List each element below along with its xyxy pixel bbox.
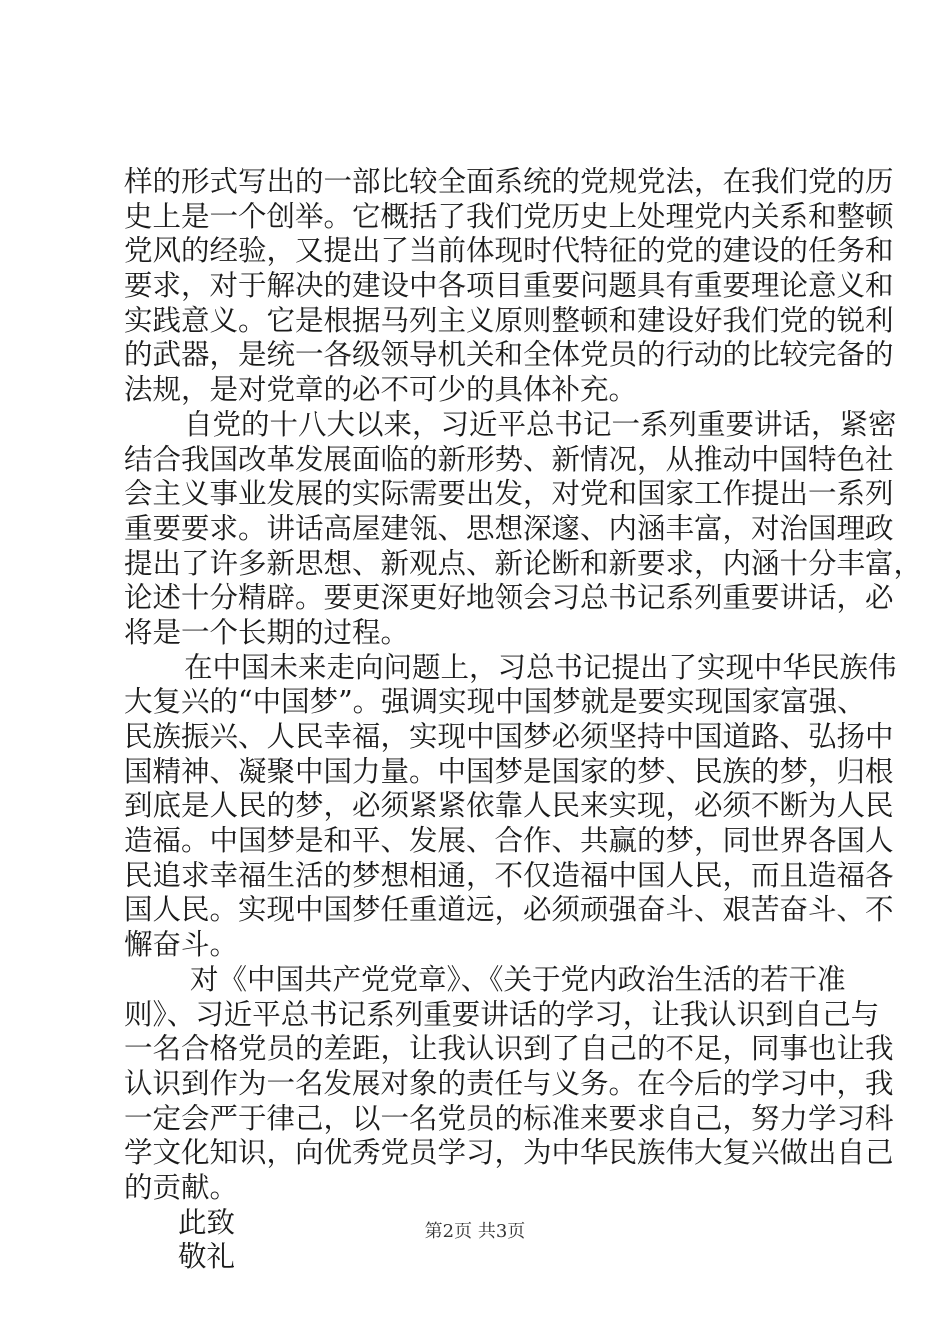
text-line: 懈奋斗。 [124, 928, 239, 962]
paragraph-start-line: 在中国未来走向问题上，习总书记提出了实现中华民族伟 [184, 650, 897, 684]
text-line: 一定会严于律己，以一名党员的标准来要求自己，努力学习科 [124, 1101, 894, 1135]
paragraph-start-line: 对《中国共产党党章》、《关于党内政治生活的若干准 [190, 962, 846, 996]
text-line: 将是一个长期的过程。 [124, 615, 410, 649]
text-line: 重要要求。讲话高屋建瓴、思想深邃、内涵丰富，对治国理政 [124, 511, 894, 545]
text-line: 则》、习近平总书记系列重要讲话的学习，让我认识到自己与 [124, 997, 880, 1031]
text-line: 民追求幸福生活的梦想相通，不仅造福中国人民，而且造福各 [124, 858, 894, 892]
text-line: 学文化知识，向优秀党员学习，为中华民族伟大复兴做出自己 [124, 1136, 894, 1170]
text-line: 大复兴的“中国梦”。强调实现中国梦就是要实现国家富强、 [124, 685, 866, 719]
text-line: 党风的经验，又提出了当前体现时代特征的党的建设的任务和 [124, 234, 894, 268]
text-line: 结合我国改革发展面临的新形势、新情况，从推动中国特色社 [124, 442, 894, 476]
page-number-footer: 第2页 共3页 [424, 1221, 526, 1242]
text-line: 到底是人民的梦，必须紧紧依靠人民来实现，必须不断为人民 [124, 789, 894, 823]
text-line: 样的形式写出的一部比较全面系统的党规党法，在我们党的历 [124, 165, 894, 198]
text-line: 法规，是对党章的必不可少的具体补充。 [124, 373, 638, 407]
text-line: 提出了许多新思想、新观点、新论断和新要求，内涵十分丰富， [124, 546, 923, 580]
text-line: 一名合格党员的差距，让我认识到了自己的不足，同事也让我 [124, 1032, 894, 1066]
text-line: 国精神、凝聚中国力量。中国梦是国家的梦、民族的梦，归根 [124, 754, 894, 788]
text-line: 会主义事业发展的实际需要出发，对党和国家工作提出一系列 [124, 477, 894, 511]
text-line: 造福。中国梦是和平、发展、合作、共赢的梦，同世界各国人 [124, 824, 894, 858]
closing-regards: 敬礼 [178, 1240, 236, 1274]
text-line: 认识到作为一名发展对象的责任与义务。在今后的学习中，我 [124, 1066, 894, 1100]
document-body [124, 165, 923, 1275]
text-line: 的武器，是统一各级领导机关和全体党员的行动的比较完备的 [124, 338, 894, 372]
text-line: 的贡献。 [124, 1170, 239, 1204]
text-line: 论述十分精辟。要更深更好地领会习总书记系列重要讲话，必 [124, 581, 894, 615]
closing-salutation: 此致 [178, 1205, 236, 1239]
text-line: 民族振兴、人民幸福，实现中国梦必须坚持中国道路、弘扬中 [124, 720, 894, 753]
paragraph-start-line: 自党的十八大以来，习近平总书记一系列重要讲话，紧密 [184, 407, 897, 441]
text-line: 要求，对于解决的建设中各项目重要问题具有重要理论意义和 [124, 269, 894, 303]
text-line: 国人民。实现中国梦任重道远，必须顽强奋斗、艰苦奋斗、不 [124, 893, 894, 927]
text-line: 实践意义。它是根据马列主义原则整顿和建设好我们党的锐利 [124, 303, 894, 337]
text-line: 史上是一个创举。它概括了我们党历史上处理党内关系和整顿 [124, 199, 894, 233]
